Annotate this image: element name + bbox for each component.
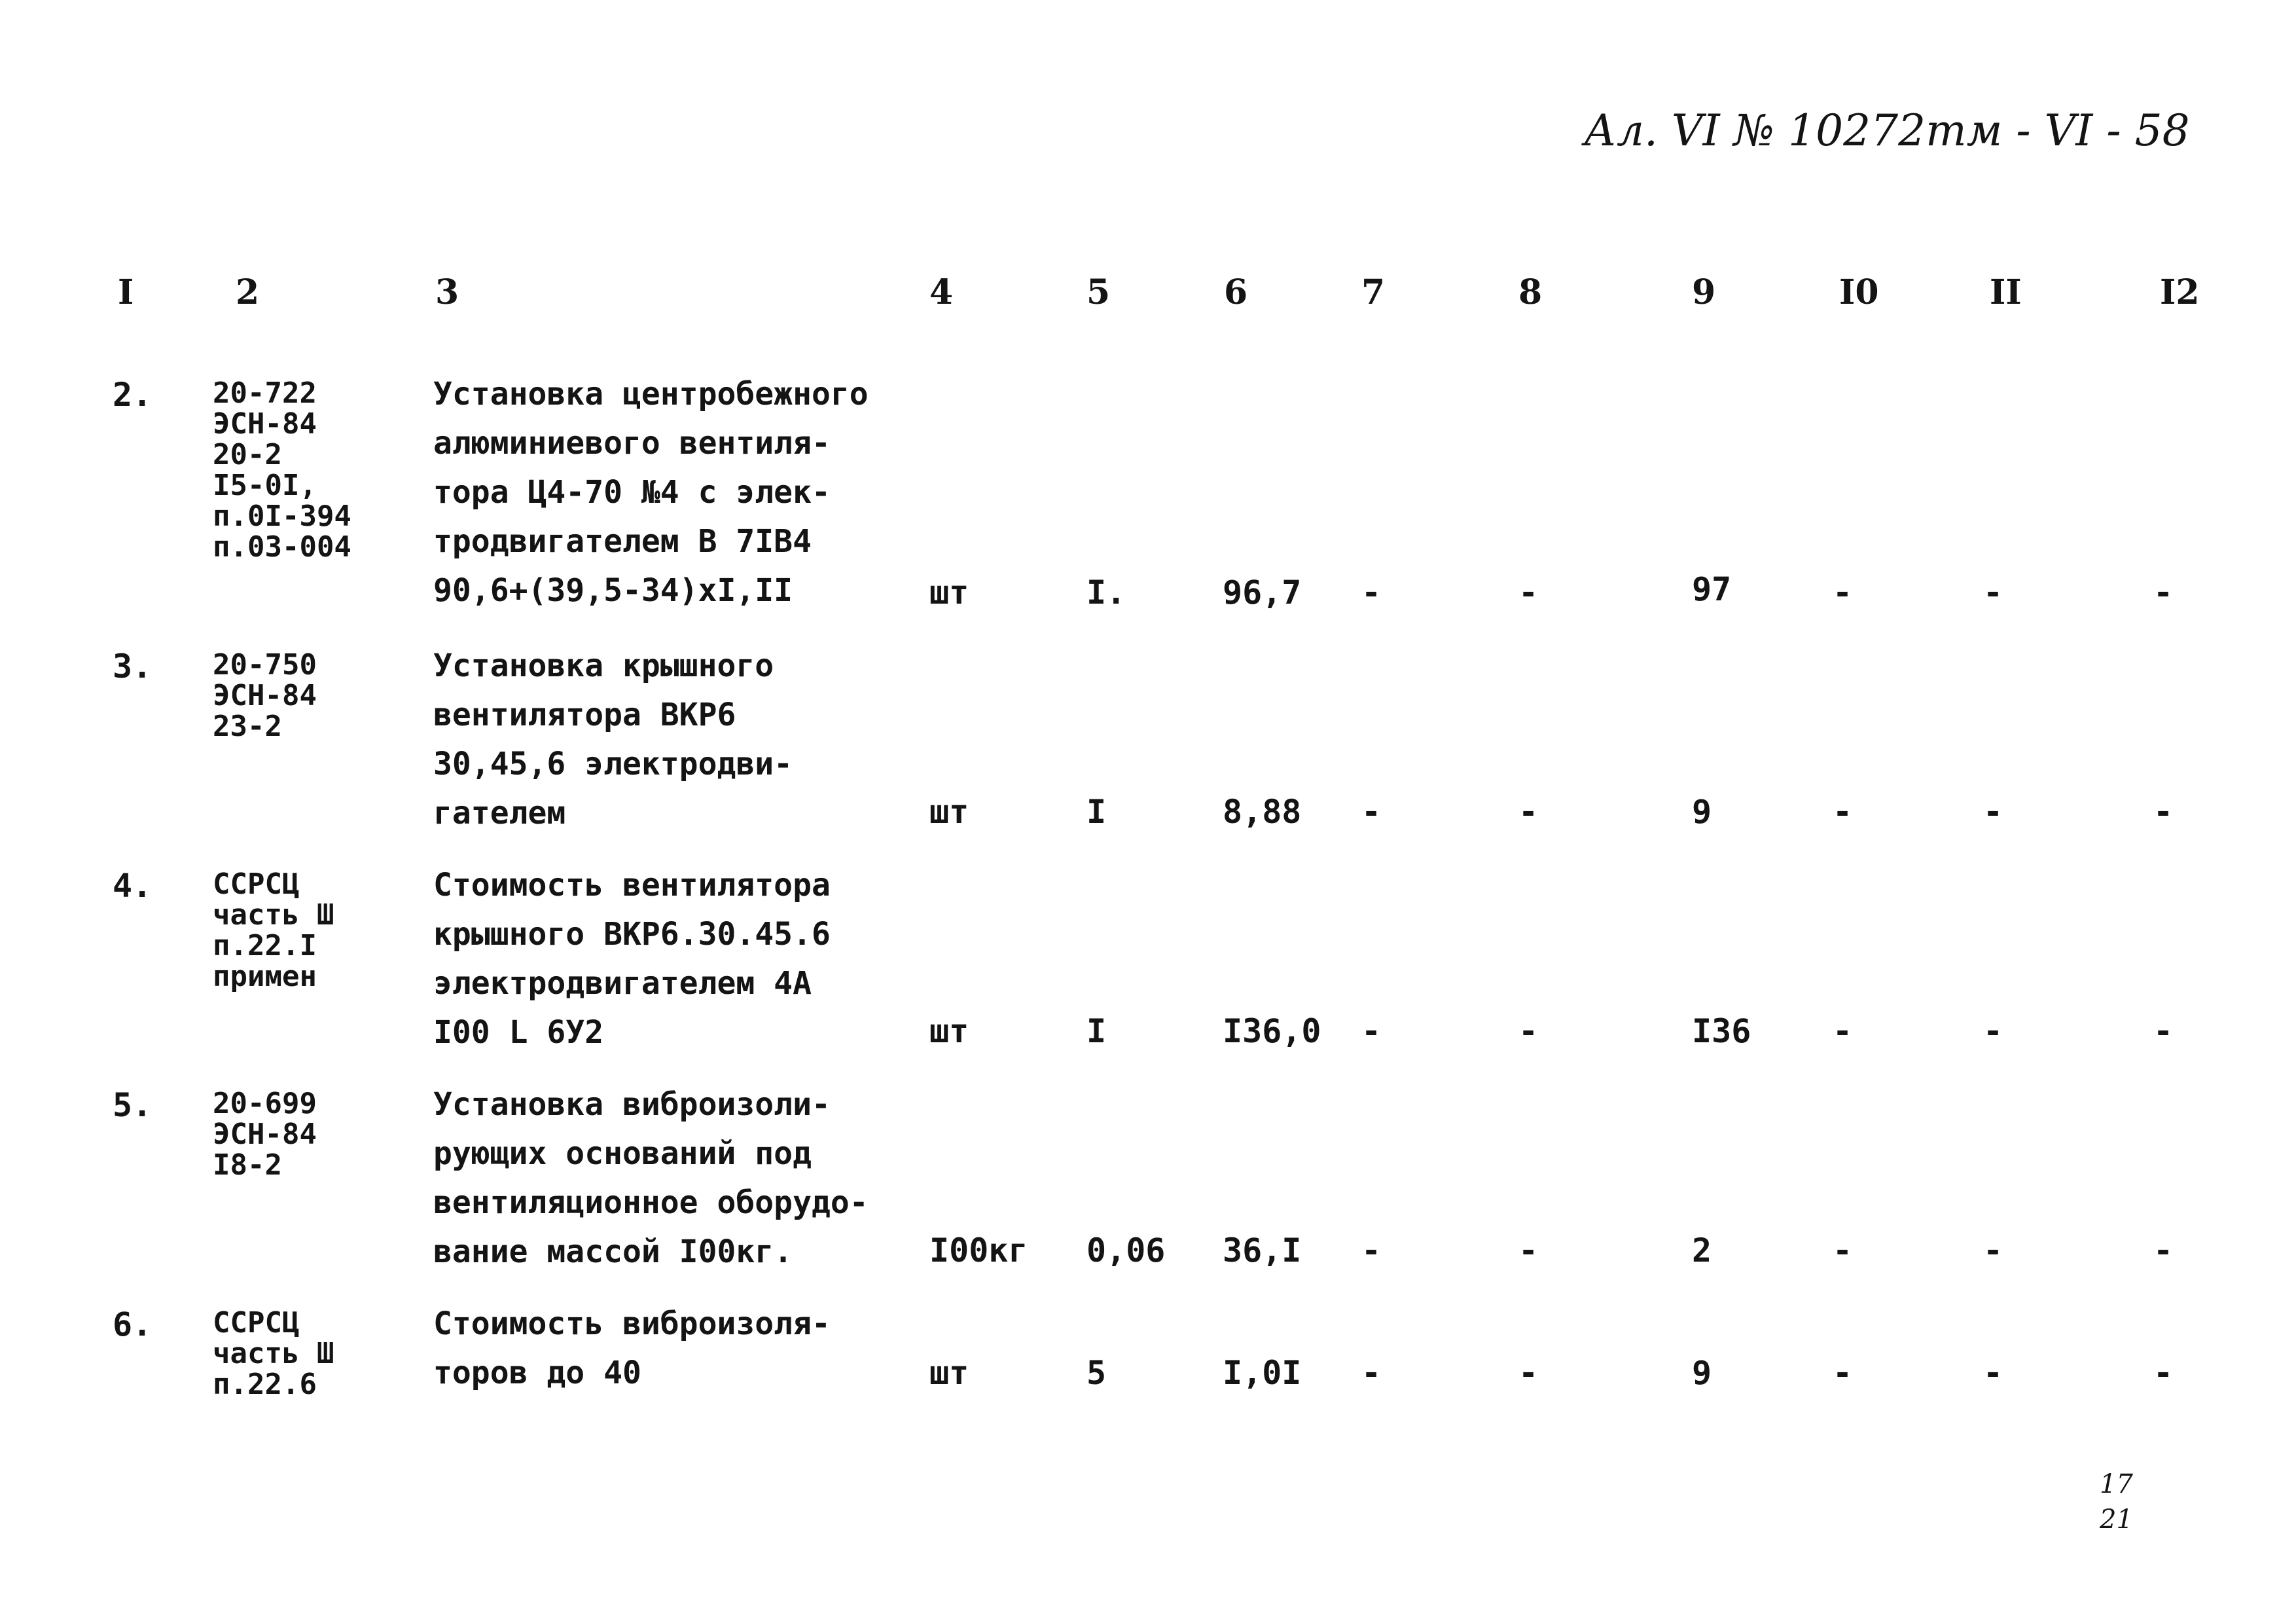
description-line: вентиляционное оборудо- [433,1184,869,1221]
col11-cell: - [1983,793,2003,831]
unit-cell: шт [929,793,969,831]
col12-cell: - [2153,793,2174,831]
description-line: Установка виброизоли- [433,1086,831,1123]
col-header-11: II [1990,272,2022,312]
unit-cell: I00кг [929,1231,1028,1269]
col11-cell: - [1983,1231,2003,1269]
col10-cell: - [1833,793,1853,831]
quantity-cell: I [1086,793,1107,831]
col12-cell: - [2153,574,2174,611]
col-header-3: 3 [435,272,459,312]
corner-mark: 17 21 [2100,1469,2133,1535]
row-code [213,378,351,562]
col11-cell: - [1983,1354,2003,1392]
row-code [213,869,334,992]
col8-cell: - [1518,1231,1539,1269]
description-line: Стоимость вентилятора [433,867,831,903]
sheet-stamp: Ал. VI № 10272тм - VI - 58 [1584,105,2190,156]
description-line: гателем [433,795,566,831]
col8-cell: - [1518,1354,1539,1392]
code-line: I5-0I, [213,469,317,502]
col-header-6: 6 [1224,272,1248,312]
col-header-8: 8 [1518,272,1543,312]
row-number: 4. [113,867,152,905]
description-line: Установка центробежного [433,376,869,412]
code-line: п.03-004 [213,530,351,564]
col9-cell: 9 [1692,1354,1712,1392]
description-line: Установка крышного [433,647,774,684]
description-line: вание массой I00кг. [433,1233,793,1270]
col10-cell: - [1833,1354,1853,1392]
quantity-cell: I [1086,1012,1107,1050]
col7-cell: - [1361,574,1382,611]
col-header-2: 2 [236,272,260,312]
col7-cell: - [1361,1231,1382,1269]
col-header-5: 5 [1086,272,1111,312]
col-header-7: 7 [1361,272,1386,312]
col-header-9: 9 [1692,272,1716,312]
code-line: ССРСЦ [213,1306,300,1340]
description-line: крышного ВКР6.30.45.6 [433,916,831,953]
quantity-cell: 5 [1086,1354,1107,1392]
code-line: 20-750 [213,648,317,682]
code-line: ССРСЦ [213,867,300,901]
col8-cell: - [1518,1012,1539,1050]
code-line: п.22.6 [213,1368,317,1401]
col7-cell: - [1361,1354,1382,1392]
col12-cell: - [2153,1012,2174,1050]
col9-cell: 97 [1692,570,1732,608]
col10-cell: - [1833,574,1853,611]
row-description [433,1080,869,1277]
col9-cell: 9 [1692,793,1712,831]
row-number: 3. [113,647,152,685]
col-header-1: I [118,272,134,312]
price-cell: 36,I [1223,1231,1302,1269]
code-line: п.0I-394 [213,500,351,533]
code-line: 20-722 [213,376,317,410]
description-line: I00 L 6У2 [433,1014,604,1051]
code-line: часть Ш [213,1337,334,1370]
code-line: примен [213,960,317,993]
quantity-cell: 0,06 [1086,1231,1166,1269]
col12-cell: - [2153,1354,2174,1392]
row-description [433,370,869,615]
description-line: вентилятора ВКР6 [433,697,736,733]
row-description [433,861,831,1057]
code-line: I8-2 [213,1148,282,1182]
code-line: ЭСН-84 [213,407,317,441]
col10-cell: - [1833,1231,1853,1269]
description-line: торов до 40 [433,1355,641,1391]
description-line: алюминиевого вентиля- [433,425,831,462]
price-cell: I,0I [1223,1354,1302,1392]
price-cell: I36,0 [1223,1012,1321,1050]
col7-cell: - [1361,793,1382,831]
row-code [213,649,317,742]
col-header-12: I2 [2160,272,2200,312]
code-line: п.22.I [213,929,317,962]
code-line: ЭСН-84 [213,679,317,712]
description-line: Стоимость виброизоля- [433,1305,831,1342]
col11-cell: - [1983,574,2003,611]
price-cell: 96,7 [1223,574,1302,611]
row-description [433,1300,831,1398]
row-description [433,642,793,838]
row-code [213,1088,317,1180]
description-line: 90,6+(39,5-34)xI,II [433,572,793,609]
row-number: 2. [113,376,152,414]
col8-cell: - [1518,793,1539,831]
description-line: тора Ц4-70 №4 с элек- [433,474,831,511]
quantity-cell: I. [1086,574,1126,611]
unit-cell: шт [929,574,969,611]
description-line: электродвигателем 4А [433,965,812,1002]
col7-cell: - [1361,1012,1382,1050]
col9-cell: I36 [1692,1012,1751,1050]
code-line: часть Ш [213,898,334,932]
col-header-4: 4 [929,272,954,312]
row-number: 6. [113,1305,152,1343]
unit-cell: шт [929,1012,969,1050]
unit-cell: шт [929,1354,969,1392]
code-line: 20-699 [213,1087,317,1120]
code-line: 20-2 [213,438,282,471]
col8-cell: - [1518,574,1539,611]
description-line: рующих оснований под [433,1135,812,1172]
code-line: ЭСН-84 [213,1118,317,1151]
row-number: 5. [113,1086,152,1124]
description-line: 30,45,6 электродви- [433,746,793,782]
col9-cell: 2 [1692,1231,1712,1269]
col11-cell: - [1983,1012,2003,1050]
price-cell: 8,88 [1223,793,1302,831]
row-code [213,1307,334,1400]
col-header-10: I0 [1839,272,1879,312]
col12-cell: - [2153,1231,2174,1269]
description-line: тродвигателем В 7IВ4 [433,523,812,560]
code-line: 23-2 [213,710,282,743]
col10-cell: - [1833,1012,1853,1050]
